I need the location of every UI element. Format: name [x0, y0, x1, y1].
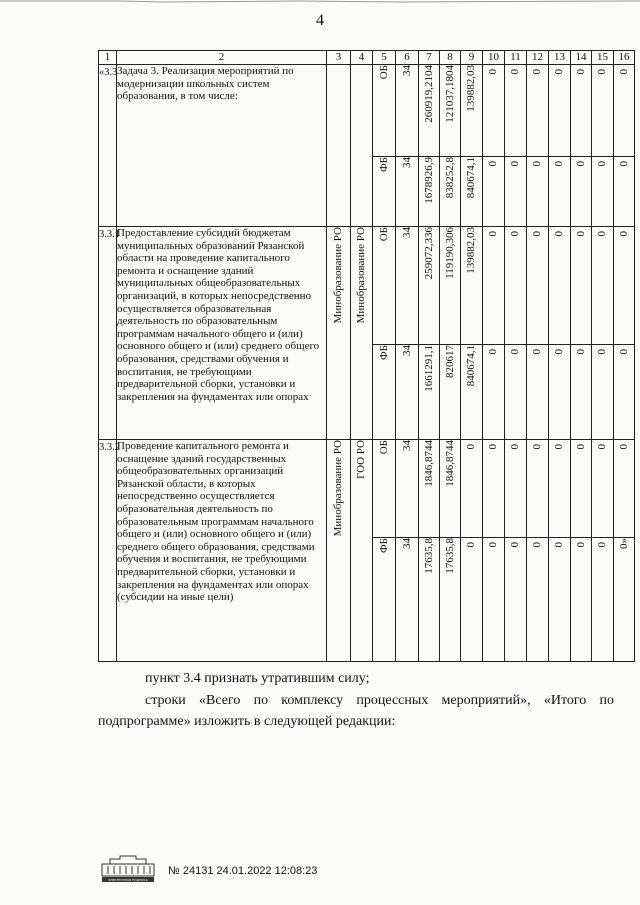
paragraph-lines-cont: подпрограмме» изложить в следующей редакции: — [98, 714, 396, 729]
zero-value: 0 — [549, 345, 571, 440]
logo-caption: ЭЛЕКТРОННАЯ ПОДПИСЬ — [108, 878, 148, 882]
zero-value: 0 — [505, 227, 527, 345]
total-value: 1678926,9 — [419, 157, 440, 227]
header-cell: 1 — [99, 51, 117, 65]
zero-value: 0 — [505, 345, 527, 440]
zero-value: 0 — [571, 538, 592, 662]
year-value: 820617 — [440, 345, 461, 440]
zero-value: 0 — [549, 157, 571, 227]
zero-value: 0 — [592, 157, 614, 227]
scan-top-edge — [0, 0, 640, 3]
zero-value: 0 — [527, 345, 549, 440]
zero-value: 0 — [614, 157, 635, 227]
zero-value: 0 — [505, 440, 527, 538]
year-value: 139882,03 — [461, 65, 483, 157]
zero-value: 0 — [505, 538, 527, 662]
header-cell: 7 — [419, 51, 440, 65]
header-cell: 14 — [571, 51, 592, 65]
total-value: 1846,8744 — [419, 440, 440, 538]
table-row — [99, 227, 635, 345]
executor-cell: Минобразование РО — [327, 440, 351, 662]
year-value: 17635,8 — [440, 538, 461, 662]
row-description: Предоставление субсидий бюджетам муниципальных образований Рязанской области на проведение капитального ремонта и оснащение зданий муниципальных общеобразовательных организаций, в которых непосредственно осуществляется образовательная деятельность по образовательным программам начального общего и (или) основного общего и (или) среднего общего образования, средствами обучения и воспитания, не требующими предварительной сборки, установки и закрепления на фундаментах или опорах — [117, 227, 327, 440]
year-value: 840674,1 — [461, 157, 483, 227]
zero-value: 0 — [592, 538, 614, 662]
executor-cell — [327, 65, 351, 227]
zero-value: 0 — [614, 65, 635, 157]
budget-code: 34 — [396, 538, 419, 662]
total-value: 259072,336 — [419, 227, 440, 345]
year-value: 139882,03 — [461, 227, 483, 345]
zero-value: 0 — [592, 345, 614, 440]
page-number: 4 — [316, 12, 324, 29]
zero-value: 0» — [614, 538, 635, 662]
funding-source: ОБ — [373, 227, 396, 345]
zero-value: 0 — [614, 345, 635, 440]
year-value: 119190,306 — [440, 227, 461, 345]
table-row — [99, 440, 635, 538]
header-cell: 10 — [483, 51, 505, 65]
recipient-cell — [351, 65, 373, 227]
year-value: 121037,1804 — [440, 65, 461, 157]
zero-value: 0 — [483, 227, 505, 345]
zero-value: 0 — [483, 345, 505, 440]
zero-value: 0 — [549, 65, 571, 157]
total-value: 17635,8 — [419, 538, 440, 662]
row-number: 3.3.1 — [99, 227, 117, 440]
executor-cell: Минобразование РО — [327, 227, 351, 440]
header-cell: 4 — [351, 51, 373, 65]
zero-value: 0 — [483, 538, 505, 662]
header-cell: 9 — [461, 51, 483, 65]
year-value: 838252,8 — [440, 157, 461, 227]
zero-value: 0 — [483, 65, 505, 157]
header-cell: 13 — [549, 51, 571, 65]
row-description: Задача 3. Реализация мероприятий по модернизации школьных систем образования, в том числе: — [117, 65, 327, 227]
year-value: 840674,1 — [461, 345, 483, 440]
funding-source: ОБ — [373, 440, 396, 538]
zero-value: 0 — [571, 157, 592, 227]
funding-source: ФБ — [373, 157, 396, 227]
table-row — [99, 65, 635, 157]
paragraph-lines: строки «Всего по комплексу процессных мероприятий», «Итого по — [145, 693, 614, 708]
header-cell: 8 — [440, 51, 461, 65]
zero-value: 0 — [592, 227, 614, 345]
zero-value: 0 — [571, 440, 592, 538]
zero-value: 0 — [483, 440, 505, 538]
row-description: Проведение капитального ремонта и оснащение зданий государственных общеобразовательных организаций Рязанской области, в которых непосредственно осуществляется образовательная деятельность по образовательным программам начального общего и (или) основного общего и (или) среднего общего образования, средствами обучения и воспитания, не требующими предварительной сборки, установки и закрепления на фундаментах или опорах (субсидии на иные цели) — [117, 440, 327, 662]
funding-source: ОБ — [373, 65, 396, 157]
zero-value: 0 — [549, 440, 571, 538]
zero-value: 0 — [527, 157, 549, 227]
header-cell: 12 — [527, 51, 549, 65]
header-cell: 3 — [327, 51, 351, 65]
zero-value: 0 — [505, 65, 527, 157]
zero-value: 0 — [592, 440, 614, 538]
zero-value: 0 — [527, 65, 549, 157]
row-number: 3.3.2 — [99, 440, 117, 662]
header-cell: 15 — [592, 51, 614, 65]
total-value: 260919,2104 — [419, 65, 440, 157]
zero-value: 0 — [549, 538, 571, 662]
row-number: «3.3 — [99, 65, 117, 227]
funding-source: ФБ — [373, 345, 396, 440]
zero-value: 0 — [571, 345, 592, 440]
zero-value: 0 — [571, 65, 592, 157]
zero-value: 0 — [527, 227, 549, 345]
zero-value: 0 — [592, 65, 614, 157]
zero-value: 0 — [483, 157, 505, 227]
paragraph-item-3-4: пункт 3.4 признать утратившим силу; — [145, 671, 370, 686]
budget-code: 34 — [396, 227, 419, 345]
header-cell: 16 — [614, 51, 635, 65]
header-row — [99, 51, 635, 65]
budget-table — [98, 50, 635, 662]
year-value: 0 — [461, 440, 483, 538]
header-cell: 2 — [117, 51, 327, 65]
total-value: 1661291,1 — [419, 345, 440, 440]
recipient-cell: Минобразование РО — [351, 227, 373, 440]
header-cell: 6 — [396, 51, 419, 65]
year-value: 0 — [461, 538, 483, 662]
zero-value: 0 — [505, 157, 527, 227]
header-cell: 5 — [373, 51, 396, 65]
zero-value: 0 — [571, 227, 592, 345]
document-stamp: № 24131 24.01.2022 12:08:23 — [168, 865, 318, 877]
year-value: 1846,8744 — [440, 440, 461, 538]
zero-value: 0 — [614, 227, 635, 345]
zero-value: 0 — [527, 440, 549, 538]
zero-value: 0 — [527, 538, 549, 662]
header-cell: 11 — [505, 51, 527, 65]
zero-value: 0 — [549, 227, 571, 345]
funding-source: ФБ — [373, 538, 396, 662]
budget-code: 34 — [396, 345, 419, 440]
budget-code: 34 — [396, 440, 419, 538]
budget-code: 34 — [396, 65, 419, 157]
recipient-cell: ГОО РО — [351, 440, 373, 662]
zero-value: 0 — [614, 440, 635, 538]
budget-code: 34 — [396, 157, 419, 227]
